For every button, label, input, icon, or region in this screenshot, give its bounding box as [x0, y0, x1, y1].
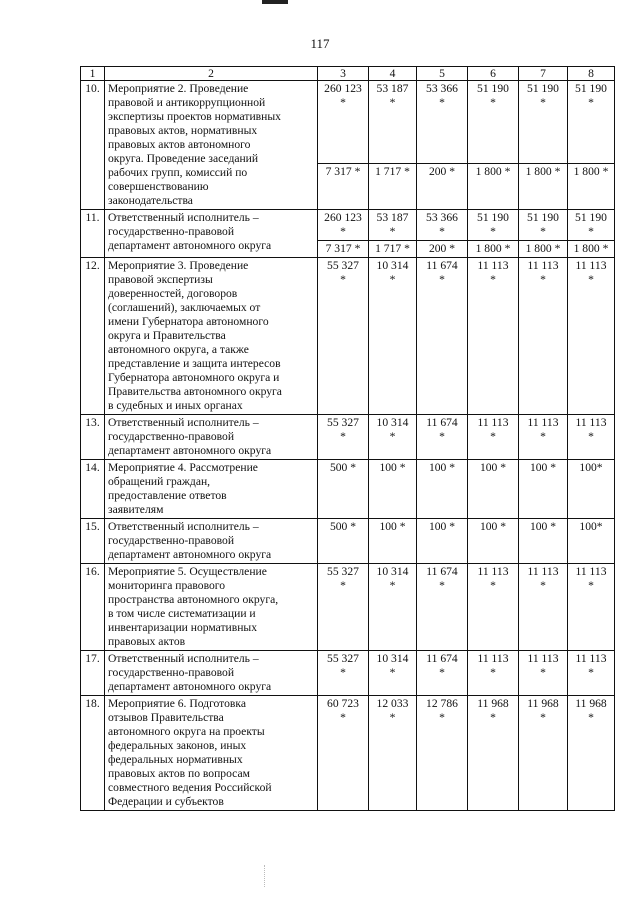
value-cell	[417, 460, 468, 519]
value-text: 100*	[579, 461, 603, 474]
description-line: Губернатора автономного округа и	[108, 371, 280, 384]
value-text: *	[490, 711, 496, 724]
value-text: 1 800 *	[525, 242, 561, 255]
value-text: 100 *	[479, 520, 507, 533]
page-number: 117	[310, 36, 330, 51]
value-text: 100 *	[529, 520, 557, 533]
value-cell	[568, 241, 615, 258]
description-line: законодательства	[108, 194, 193, 207]
table-row	[81, 415, 615, 460]
value-text: *	[588, 666, 594, 679]
row-description	[105, 210, 318, 258]
description-line: рабочих групп, комиссий по	[108, 166, 248, 179]
description-line: Ответственный исполнитель –	[108, 211, 259, 224]
value-cell	[369, 519, 417, 564]
value-text: 11 113	[477, 652, 509, 665]
column-header: 2	[105, 67, 318, 81]
row-number: 11.	[81, 210, 105, 258]
description-line: Мероприятие 4. Рассмотрение	[108, 461, 258, 474]
value-text: *	[389, 273, 396, 286]
value-text: 100 *	[379, 520, 406, 533]
value-cell	[568, 210, 615, 241]
value-text: 11 968	[575, 697, 607, 710]
value-text: *	[540, 273, 546, 286]
value-cell	[369, 210, 417, 241]
row-number: 14.	[81, 460, 105, 519]
value-text: 100 *	[379, 461, 406, 474]
description-line: правовых актов	[108, 635, 186, 648]
description-line: округа. Проведение заседаний	[108, 152, 259, 165]
value-text: *	[389, 666, 396, 679]
value-text: *	[588, 579, 594, 592]
value-text: *	[588, 430, 594, 443]
value-cell	[417, 651, 468, 696]
value-cell	[519, 81, 568, 164]
description-line: экспертизы проектов нормативных	[108, 110, 281, 123]
description-line: федеральных законов, иных	[108, 739, 247, 752]
value-cell	[417, 519, 468, 564]
value-text: *	[490, 273, 496, 286]
value-text: 51 190	[477, 211, 509, 224]
value-text: *	[490, 225, 496, 238]
value-cell	[468, 241, 519, 258]
description-line: правовой экспертизы	[108, 273, 213, 286]
value-text: *	[540, 225, 546, 238]
value-text: 51 190	[527, 82, 559, 95]
description-line: совершенствованию	[108, 180, 209, 193]
value-cell	[468, 651, 519, 696]
value-text: 11 113	[575, 565, 607, 578]
value-text: *	[540, 430, 546, 443]
value-text: *	[588, 273, 594, 286]
value-text: 100*	[579, 520, 603, 533]
value-text: 11 113	[575, 416, 607, 429]
value-text: 11 968	[477, 697, 509, 710]
description-line: в том числе систематизации и	[108, 607, 256, 620]
value-text: 53 187	[376, 211, 409, 224]
value-cell	[369, 460, 417, 519]
description-line: Правительства автономного округа	[108, 385, 282, 398]
value-text: *	[340, 273, 346, 286]
row-description	[105, 258, 318, 415]
value-cell	[519, 258, 568, 415]
value-cell	[568, 460, 615, 519]
value-text: 1 800 *	[475, 242, 511, 255]
value-text: 1 717 *	[375, 165, 410, 179]
value-text: *	[439, 96, 445, 109]
value-text: 200 *	[428, 165, 456, 179]
value-text: 55 327	[327, 259, 359, 272]
value-text: 55 327	[327, 652, 359, 665]
table-row	[81, 81, 615, 164]
value-cell	[417, 164, 468, 210]
value-text: 7 317 *	[325, 242, 361, 255]
value-cell	[318, 164, 369, 210]
value-cell	[369, 258, 417, 415]
value-text: *	[389, 96, 396, 109]
value-cell	[568, 81, 615, 164]
value-cell	[468, 696, 519, 811]
description-line: в судебных и иных органах	[108, 399, 243, 412]
row-number: 10.	[81, 81, 105, 210]
description-line: инвентаризации нормативных	[108, 621, 258, 634]
description-line: федеральных нормативных	[108, 753, 243, 766]
column-header: 8	[568, 67, 615, 81]
row-description	[105, 696, 318, 811]
value-text: *	[588, 225, 594, 238]
description-line: государственно-правовой	[108, 430, 235, 443]
value-text: *	[340, 711, 346, 724]
value-text: *	[490, 579, 496, 592]
value-text: 53 366	[426, 82, 458, 95]
value-text: *	[389, 225, 396, 238]
value-text: *	[540, 96, 546, 109]
value-text: 11 113	[575, 652, 607, 665]
description-line: автономного округа на проекты	[108, 725, 265, 738]
description-line: мониторинга правового	[108, 579, 226, 592]
value-text: 11 674	[426, 259, 458, 272]
value-text: 60 723	[327, 697, 359, 710]
value-cell	[417, 81, 468, 164]
description-line: Мероприятие 3. Проведение	[108, 259, 249, 272]
value-cell	[417, 258, 468, 415]
table-row	[81, 564, 615, 651]
description-line: Федерации и субъектов	[108, 795, 224, 808]
value-cell	[568, 519, 615, 564]
header-row	[81, 67, 615, 81]
value-text: 51 190	[527, 211, 559, 224]
value-cell	[369, 696, 417, 811]
value-text: 100 *	[428, 520, 456, 533]
value-text: *	[439, 273, 445, 286]
value-cell	[568, 258, 615, 415]
value-cell	[318, 210, 369, 241]
row-description	[105, 519, 318, 564]
value-text: 1 717 *	[375, 242, 410, 255]
description-line: правовых актов по вопросам	[108, 767, 250, 780]
value-cell	[519, 519, 568, 564]
description-line: отзывов Правительства	[108, 711, 224, 724]
value-text: *	[540, 579, 546, 592]
value-cell	[519, 415, 568, 460]
value-cell	[369, 164, 417, 210]
row-number: 13.	[81, 415, 105, 460]
description-line: правовых актов, нормативных	[108, 124, 258, 137]
value-cell	[318, 81, 369, 164]
value-text: *	[340, 430, 346, 443]
row-description	[105, 564, 318, 651]
description-line: Мероприятие 2. Проведение	[108, 82, 249, 95]
value-cell	[318, 519, 369, 564]
value-text: 51 190	[575, 211, 607, 224]
value-cell	[318, 696, 369, 811]
description-line: департамент автономного округа	[108, 444, 272, 457]
value-cell	[417, 696, 468, 811]
description-line: автономного округа, а также	[108, 343, 249, 356]
value-text: *	[340, 666, 346, 679]
value-text: *	[389, 430, 396, 443]
description-line: департамент автономного округа	[108, 239, 272, 252]
value-text: 10 314	[376, 259, 409, 272]
table-row	[81, 258, 615, 415]
value-text: *	[588, 96, 594, 109]
value-text: 12 033	[376, 697, 409, 710]
value-text: 51 190	[477, 82, 509, 95]
budget-table	[80, 66, 615, 811]
value-text: *	[389, 579, 396, 592]
description-line: Мероприятие 6. Подготовка	[108, 697, 246, 710]
description-line: округа и Правительства	[108, 329, 226, 342]
value-text: 11 113	[477, 565, 509, 578]
column-header: 4	[369, 67, 417, 81]
value-text: *	[439, 579, 445, 592]
description-line: государственно-правовой	[108, 666, 235, 679]
description-line: Мероприятие 5. Осуществление	[108, 565, 267, 578]
value-cell	[417, 241, 468, 258]
value-text: *	[439, 225, 445, 238]
row-description	[105, 460, 318, 519]
value-text: 53 366	[426, 211, 458, 224]
value-text: 11 113	[575, 259, 607, 272]
description-line: представление и защита интересов	[108, 357, 281, 370]
value-text: 11 674	[426, 565, 458, 578]
row-description	[105, 81, 318, 210]
value-cell	[369, 564, 417, 651]
value-text: 11 113	[527, 259, 559, 272]
value-text: *	[540, 711, 546, 724]
value-cell	[417, 415, 468, 460]
value-text: 100 *	[529, 461, 557, 474]
value-text: *	[490, 96, 496, 109]
value-text: 11 113	[527, 565, 559, 578]
value-text: 11 968	[527, 697, 559, 710]
value-cell	[468, 81, 519, 164]
value-cell	[519, 210, 568, 241]
description-line: заявителям	[108, 503, 164, 516]
value-text: 12 786	[426, 697, 458, 710]
column-header: 5	[417, 67, 468, 81]
value-text: *	[340, 579, 346, 592]
table-row	[81, 651, 615, 696]
value-cell	[417, 564, 468, 651]
value-cell	[568, 651, 615, 696]
value-text: 55 327	[327, 565, 359, 578]
value-text: 11 113	[477, 259, 509, 272]
value-text: 260 123	[324, 82, 362, 95]
value-cell	[318, 258, 369, 415]
value-cell	[519, 651, 568, 696]
value-text: 55 327	[327, 416, 359, 429]
value-cell	[468, 519, 519, 564]
value-text: 260 123	[324, 211, 362, 224]
value-cell	[468, 210, 519, 241]
value-text: 10 314	[376, 565, 409, 578]
value-text: 100 *	[428, 461, 456, 474]
value-text: 1 800 *	[573, 165, 609, 179]
description-line: департамент автономного округа	[108, 548, 272, 561]
value-text: *	[490, 666, 496, 679]
description-line: Ответственный исполнитель –	[108, 416, 259, 429]
column-header: 3	[318, 67, 369, 81]
value-text: *	[439, 711, 445, 724]
value-text: 11 113	[527, 416, 559, 429]
description-line: государственно-правовой	[108, 225, 235, 238]
value-text: 1 800 *	[525, 165, 561, 179]
value-cell	[369, 81, 417, 164]
value-text: *	[439, 430, 445, 443]
scan-artifact	[264, 865, 266, 887]
value-cell	[369, 415, 417, 460]
description-line: обращений граждан,	[108, 475, 211, 488]
value-cell	[468, 164, 519, 210]
value-cell	[468, 460, 519, 519]
value-cell	[568, 696, 615, 811]
value-text: *	[389, 711, 396, 724]
value-text: 51 190	[575, 82, 607, 95]
description-line: (соглашений), заключаемых от	[108, 301, 261, 314]
value-text: 10 314	[376, 416, 409, 429]
value-text: *	[340, 96, 346, 109]
value-text: *	[490, 430, 496, 443]
row-number: 12.	[81, 258, 105, 415]
value-text: 1 800 *	[573, 242, 609, 255]
table-row	[81, 210, 615, 241]
table-row	[81, 460, 615, 519]
value-cell	[417, 210, 468, 241]
scan-mark	[262, 0, 288, 4]
row-description	[105, 651, 318, 696]
value-cell	[369, 241, 417, 258]
value-text: *	[439, 666, 445, 679]
column-header: 1	[81, 67, 105, 81]
description-line: государственно-правовой	[108, 534, 235, 547]
value-text: 11 674	[426, 652, 458, 665]
description-line: совместного ведения Российской	[108, 781, 272, 794]
row-number: 18.	[81, 696, 105, 811]
value-cell	[468, 415, 519, 460]
value-cell	[468, 564, 519, 651]
value-text: 100 *	[479, 461, 507, 474]
row-number: 16.	[81, 564, 105, 651]
value-text: 7 317 *	[325, 165, 361, 179]
table-row	[81, 519, 615, 564]
value-cell	[519, 564, 568, 651]
value-cell	[318, 241, 369, 258]
value-text: 11 113	[477, 416, 509, 429]
description-line: правовых актов автономного	[108, 138, 251, 151]
description-line: предоставление ответов	[108, 489, 227, 502]
value-text: 11 674	[426, 416, 458, 429]
value-text: 500 *	[329, 520, 357, 533]
row-number: 17.	[81, 651, 105, 696]
column-header: 6	[468, 67, 519, 81]
value-cell	[519, 241, 568, 258]
value-text: 200 *	[428, 242, 456, 255]
value-cell	[568, 564, 615, 651]
value-cell	[468, 258, 519, 415]
value-text: 53 187	[376, 82, 409, 95]
value-cell	[519, 460, 568, 519]
description-line: Ответственный исполнитель –	[108, 520, 259, 533]
description-line: имени Губернатора автономного	[108, 315, 269, 328]
value-text: 1 800 *	[475, 165, 511, 179]
value-cell	[568, 415, 615, 460]
value-cell	[318, 564, 369, 651]
value-text: 500 *	[329, 461, 357, 474]
description-line: пространства автономного округа,	[108, 593, 279, 606]
value-cell	[568, 164, 615, 210]
value-text: 11 113	[527, 652, 559, 665]
value-text: *	[340, 225, 346, 238]
value-text: *	[540, 666, 546, 679]
row-number: 15.	[81, 519, 105, 564]
column-header: 7	[519, 67, 568, 81]
description-line: Ответственный исполнитель –	[108, 652, 259, 665]
description-line: департамент автономного округа	[108, 680, 272, 693]
description-line: правовой и антикоррупционной	[108, 96, 266, 109]
value-text: 10 314	[376, 652, 409, 665]
value-cell	[519, 696, 568, 811]
value-cell	[318, 651, 369, 696]
value-cell	[318, 460, 369, 519]
value-cell	[318, 415, 369, 460]
value-text: *	[588, 711, 594, 724]
value-cell	[369, 651, 417, 696]
description-line: доверенностей, договоров	[108, 287, 238, 300]
value-cell	[519, 164, 568, 210]
row-description	[105, 415, 318, 460]
table-row	[81, 696, 615, 811]
